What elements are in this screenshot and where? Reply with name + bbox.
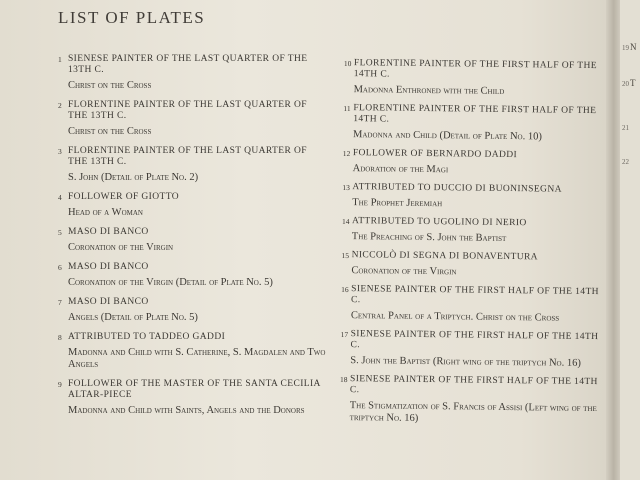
plate-title: The Preaching of S. John the Baptist (351, 231, 507, 244)
plate-title: Christ on the Cross (68, 80, 152, 91)
plate-number: 16 (341, 284, 349, 295)
plate-entry (58, 192, 328, 219)
edge-text: N (630, 42, 637, 52)
plate-entry (58, 100, 328, 138)
plate-artist: FLORENTINE PAINTER OF THE LAST QUARTER OF THE 13TH C. (68, 146, 307, 167)
plate-number: 17 (340, 329, 349, 340)
plate-entry (58, 262, 328, 289)
plate-title: The Prophet Jeremiah (352, 197, 443, 210)
plate-number: 12 (342, 148, 351, 159)
plate-title: Madonna and Child with S. Catherine, S. Magdalen and Two Angels (68, 347, 326, 370)
plate-entry (58, 297, 328, 324)
plate-artist: SIENESE PAINTER OF THE FIRST HALF OF THE 14TH C. (350, 329, 599, 351)
plate-entry (58, 332, 328, 371)
plate-artist: MASO DI BANCO (68, 297, 149, 307)
plate-title: Madonna and Child with Saints, Angels and the Donors (68, 405, 305, 416)
plate-entry (342, 182, 604, 212)
edge-plate-number: 21 (622, 124, 629, 132)
plate-number: 11 (343, 103, 351, 114)
plate-entry (343, 103, 605, 144)
plate-artist: FLORENTINE PAINTER OF THE LAST QUARTER OF THE 13TH C. (68, 100, 307, 121)
edge-plate-number: 20 (622, 80, 629, 88)
plate-entry (58, 146, 328, 184)
plate-title: Madonna and Child (Detail of Plate No. 10) (352, 129, 542, 143)
plate-title: Christ on the Cross (68, 126, 152, 137)
plate-entry (340, 329, 602, 370)
plate-artist: MASO DI BANCO (68, 227, 149, 237)
plate-artist: ATTRIBUTED TO DUCCIO DI BUONINSEGNA (352, 182, 562, 195)
plate-title: Head of a Woman (68, 207, 143, 218)
plate-entry (58, 227, 328, 254)
page-title: LIST OF PLATES (58, 8, 206, 27)
book-gutter (606, 0, 620, 480)
plate-number: 5 (58, 228, 62, 237)
plate-entry (58, 54, 328, 92)
plate-entry (58, 379, 328, 417)
plate-artist: FOLLOWER OF BERNARDO DADDI (352, 148, 518, 161)
plate-number: 9 (58, 380, 62, 389)
plate-title: Coronation of the Virgin (68, 242, 174, 253)
plates-list-left (58, 54, 328, 425)
plate-title: Central Panel of a Triptych. Christ on the Cross (350, 310, 560, 324)
plate-number: 14 (341, 216, 350, 227)
plate-number: 6 (58, 263, 62, 272)
plate-artist: FLORENTINE PAINTER OF THE FIRST HALF OF THE 14TH C. (353, 58, 598, 80)
plate-number: 10 (343, 58, 352, 69)
plate-number: 2 (58, 101, 62, 110)
right-page-edge (620, 0, 640, 480)
plate-number: 3 (58, 147, 62, 156)
plate-entry (343, 148, 605, 178)
plate-number: 4 (58, 193, 62, 202)
plates-list-right (339, 58, 606, 434)
plate-artist: SIENESE PAINTER OF THE FIRST HALF OF THE 14TH C. (349, 374, 598, 396)
plate-number: 8 (58, 333, 62, 342)
plate-title: S. John (Detail of Plate No. 2) (68, 172, 199, 183)
plate-entry (342, 216, 604, 246)
plate-title: The Stigmatization of S. Francis of Assisi (Left wing of the triptych No. 16) (349, 400, 597, 424)
plate-number: 1 (58, 55, 62, 64)
plate-title: Coronation of the Virgin (351, 265, 457, 278)
plate-artist: ATTRIBUTED TO UGOLINO DI NERIO (351, 216, 527, 229)
plate-number: 15 (341, 250, 350, 261)
plate-entry (340, 374, 603, 427)
plate-artist: MASO DI BANCO (68, 262, 149, 272)
plate-artist: SIENESE PAINTER OF THE LAST QUARTER OF THE 13TH C. (68, 54, 308, 75)
plate-title: S. John the Baptist (Right wing of the triptych No. 16) (350, 355, 581, 369)
plate-artist: SIENESE PAINTER OF THE FIRST HALF OF THE 14TH C. (350, 284, 600, 306)
plate-number: 7 (58, 298, 62, 307)
plate-artist: FOLLOWER OF THE MASTER OF THE SANTA CECILIA ALTAR-PIECE (68, 379, 321, 400)
plate-title: Angels (Detail of Plate No. 5) (68, 312, 198, 323)
plate-title: Madonna Enthroned with the Child (353, 84, 505, 97)
plate-title: Adoration of the Magi (352, 163, 449, 176)
edge-plate-number: 19 (622, 44, 629, 52)
edge-plate-number: 22 (622, 158, 629, 166)
plate-artist: NICCOLÒ DI SEGNA DI BONAVENTURA (351, 250, 539, 263)
edge-text: T (630, 78, 636, 88)
plate-entry (341, 250, 603, 280)
plate-entry (341, 284, 603, 325)
plate-entry (344, 58, 606, 99)
plate-artist: ATTRIBUTED TO TADDEO GADDI (68, 332, 226, 342)
plate-title: Coronation of the Virgin (Detail of Plate No. 5) (68, 277, 273, 288)
plate-number: 18 (340, 374, 348, 385)
plate-number: 13 (342, 182, 350, 193)
plate-artist: FLORENTINE PAINTER OF THE FIRST HALF OF THE 14TH C. (353, 103, 597, 125)
plate-artist: FOLLOWER OF GIOTTO (68, 192, 179, 202)
